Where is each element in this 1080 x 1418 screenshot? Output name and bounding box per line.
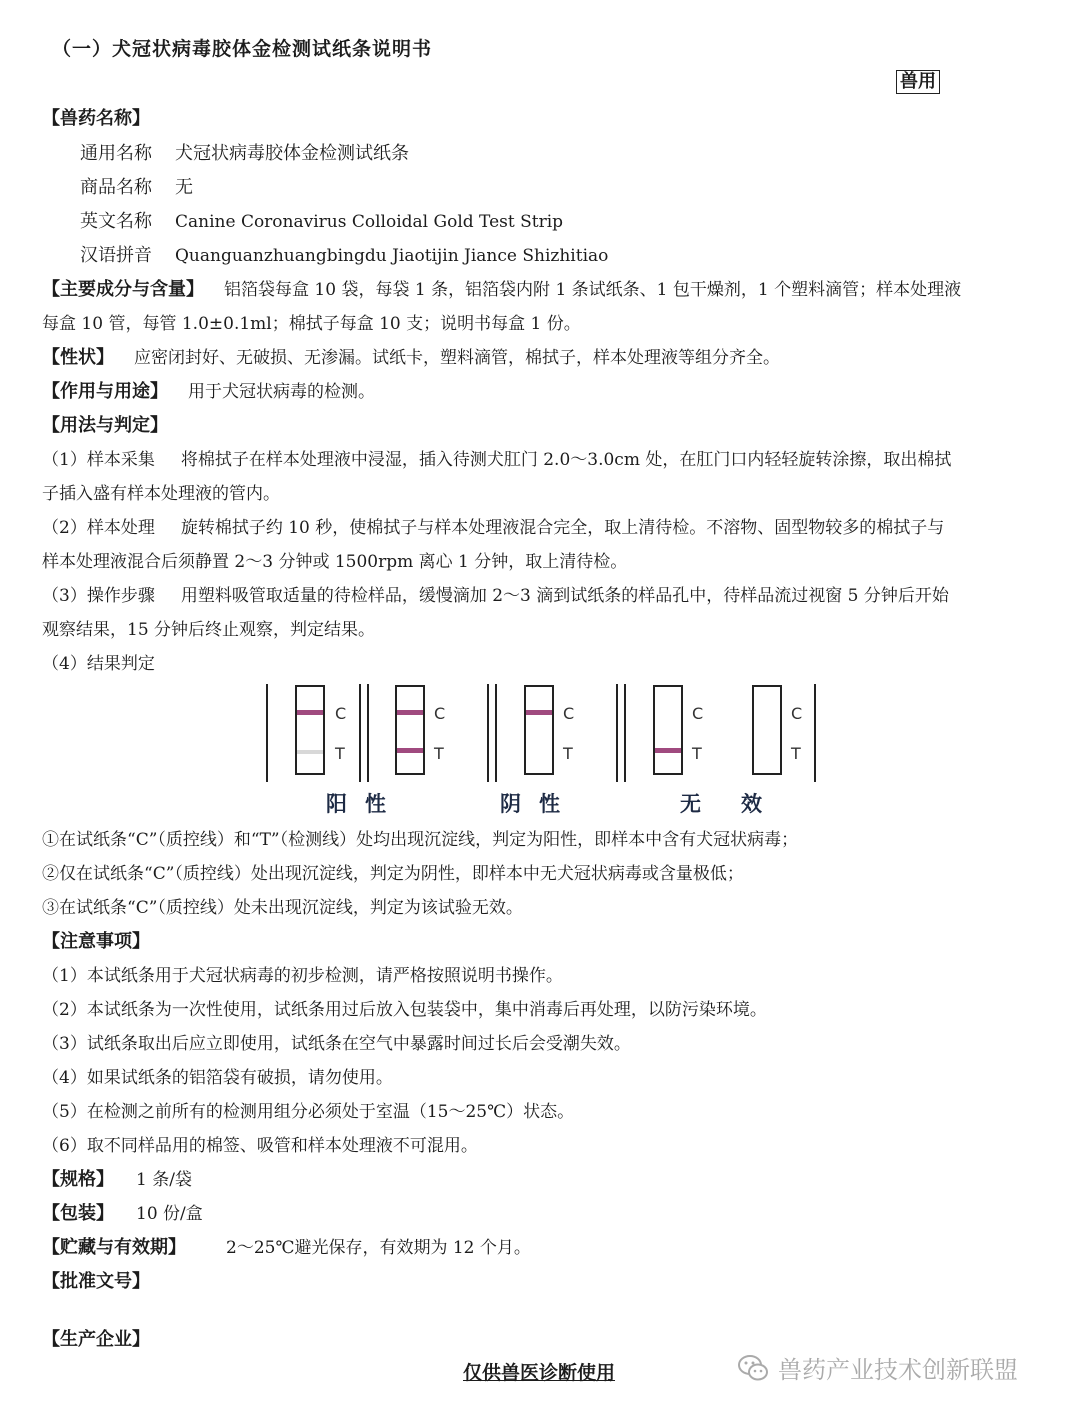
- note-item: （5）在检测之前所有的检测用组分必须处于室温（15～25℃）状态。: [42, 1102, 575, 1122]
- strip-c-label: C: [434, 704, 446, 723]
- judge-negative: ②仅在试纸条“C”（质控线）处出现沉淀线，判定为阴性，即样本中无犬冠状病毒或含量极低；: [42, 864, 744, 884]
- section-head-properties: 【性状】: [42, 347, 114, 368]
- test-strip-diagram: [255, 678, 825, 788]
- test-line: [397, 748, 423, 753]
- step-label: （3）操作步骤: [42, 586, 155, 606]
- watermark-text: 兽药产业技术创新联盟: [778, 1356, 1018, 1384]
- section-head-notes: 【注意事项】: [42, 931, 150, 952]
- method-step1-line1: [42, 445, 951, 470]
- judge-invalid: ③在试纸条“C”（质控线）处未出现沉淀线，判定为该试验无效。: [42, 898, 523, 918]
- strip-t-label: T: [434, 744, 444, 763]
- result-label-negative: 阴性: [500, 792, 578, 816]
- name-row-trade: [80, 173, 193, 199]
- name-row-label: 商品名称: [80, 177, 152, 198]
- method-step3-line1: [42, 581, 949, 606]
- note-item: （1）本试纸条用于犬冠状病毒的初步检测，请严格按照说明书操作。: [42, 966, 563, 986]
- test-line: [297, 750, 323, 754]
- usage-text: 用于犬冠状病毒的检测。: [188, 382, 375, 402]
- note-item: （2）本试纸条为一次性使用，试纸条用过后放入包装袋中，集中消毒后再处理，以防污染环境。: [42, 1000, 767, 1020]
- method-step2-line1: [42, 513, 944, 538]
- result-label-positive: 阳性: [326, 792, 404, 816]
- package-text: 10 份/盒: [136, 1204, 203, 1224]
- method-step2-line2: 样本处理液混合后须静置 2～3 分钟或 1500rpm 离心 1 分钟，取上清待检。: [42, 552, 628, 572]
- name-row-value: Canine Coronavirus Colloidal Gold Test Strip: [175, 212, 564, 232]
- spec-line: [42, 1165, 192, 1191]
- veterinary-use-tag: 兽用: [896, 70, 940, 94]
- name-row-value: Quanguanzhuangbingdu Jiaotijin Jiance Shizhitiao: [175, 246, 609, 266]
- section-head-maker: 【生产企业】: [42, 1329, 150, 1350]
- control-line: [297, 710, 323, 715]
- storage-line: [42, 1233, 531, 1259]
- watermark: [736, 1350, 1018, 1385]
- test-line: [655, 748, 681, 753]
- name-row-english: [80, 207, 563, 233]
- document-title: （一）犬冠状病毒胶体金检测试纸条说明书: [52, 38, 433, 60]
- step-text: 旋转棉拭子约 10 秒，使棉拭子与样本处理液混合完全，取上清待检。不溶物、固型物较多的棉拭子与: [180, 518, 945, 538]
- properties-line: [42, 343, 780, 369]
- section-head-method: 【用法与判定】: [42, 415, 168, 436]
- step-label: （1）样本采集: [42, 450, 155, 470]
- note-item: （4）如果试纸条的铝箔袋有破损，请勿使用。: [42, 1068, 393, 1088]
- strip-c-label: C: [791, 704, 803, 723]
- strip-c-label: C: [335, 704, 347, 723]
- strip-positive-2: [396, 686, 445, 774]
- name-row-value: 犬冠状病毒胶体金检测试纸条: [175, 143, 409, 164]
- step-text: 用塑料吸管取适量的待检样品，缓慢滴加 2～3 滴到试纸条的样品孔中，待样品流过视窗 5 分钟后开始: [180, 586, 949, 606]
- section-head-approval: 【批准文号】: [42, 1271, 150, 1292]
- name-row-generic: [80, 139, 409, 165]
- section-head-composition: 【主要成分与含量】: [42, 279, 204, 300]
- strip-invalid-2: [753, 686, 802, 774]
- step-text: 将棉拭子在样本处理液中浸湿，插入待测犬肛门 2.0～3.0cm 处，在肛门口内轻轻旋转涂擦，取出棉拭: [180, 450, 952, 470]
- section-head-name: 【兽药名称】: [42, 108, 150, 129]
- name-row-label: 汉语拼音: [80, 245, 152, 266]
- method-step1-line2: 子插入盛有样本处理液的管内。: [42, 484, 280, 504]
- section-head-storage: 【贮藏与有效期】: [42, 1237, 186, 1258]
- strip-negative: [525, 686, 574, 774]
- strip-t-label: T: [335, 744, 345, 763]
- composition-line2: 每盒 10 管，每管 1.0±0.1ml；棉拭子每盒 10 支；说明书每盒 1 份。: [42, 314, 581, 334]
- strip-t-label: T: [791, 744, 801, 763]
- name-row-label: 英文名称: [80, 211, 152, 232]
- wechat-icon: [736, 1351, 770, 1385]
- spec-text: 1 条/袋: [136, 1170, 192, 1190]
- section-head-usage: 【作用与用途】: [42, 381, 168, 402]
- strip-c-label: C: [692, 704, 704, 723]
- section-head-spec: 【规格】: [42, 1169, 114, 1190]
- strip-invalid-1: [654, 686, 703, 774]
- method-step4-label: （4）结果判定: [42, 654, 155, 674]
- strip-t-label: T: [692, 744, 702, 763]
- package-line: [42, 1199, 203, 1225]
- control-line: [526, 710, 552, 715]
- note-item: （6）取不同样品用的棉签、吸管和样本处理液不可混用。: [42, 1136, 478, 1156]
- judge-positive: ①在试纸条“C”（质控线）和“T”（检测线）处均出现沉淀线，判定为阳性，即样本中含有犬冠状病毒；: [42, 830, 799, 850]
- method-step3-line2: 观察结果，15 分钟后终止观察，判定结果。: [42, 620, 376, 640]
- strip-c-label: C: [563, 704, 575, 723]
- step-label: （2）样本处理: [42, 518, 155, 538]
- strip-positive-1: [296, 686, 346, 774]
- result-label-invalid: 无效: [680, 792, 802, 816]
- vet-diagnosis-only-footer: 仅供兽医诊断使用: [463, 1362, 616, 1384]
- composition-line1: [42, 275, 961, 301]
- properties-text: 应密闭封好、无破损、无渗漏。试纸卡，塑料滴管，棉拭子，样本处理液等组分齐全。: [134, 348, 780, 368]
- strip-t-label: T: [563, 744, 573, 763]
- name-row-value: 无: [175, 177, 193, 198]
- composition-text: 铝箔袋每盒 10 袋，每袋 1 条，铝箔袋内附 1 条试纸条、1 包干燥剂，1 个塑料滴管；样本处理液: [224, 280, 962, 300]
- section-head-package: 【包装】: [42, 1203, 114, 1224]
- note-item: （3）试纸条取出后应立即使用，试纸条在空气中暴露时间过长后会受潮失效。: [42, 1034, 631, 1054]
- name-row-label: 通用名称: [80, 143, 152, 164]
- control-line: [397, 710, 423, 715]
- usage-line: [42, 377, 375, 403]
- name-row-pinyin: [80, 241, 608, 267]
- storage-text: 2～25℃避光保存，有效期为 12 个月。: [226, 1238, 531, 1258]
